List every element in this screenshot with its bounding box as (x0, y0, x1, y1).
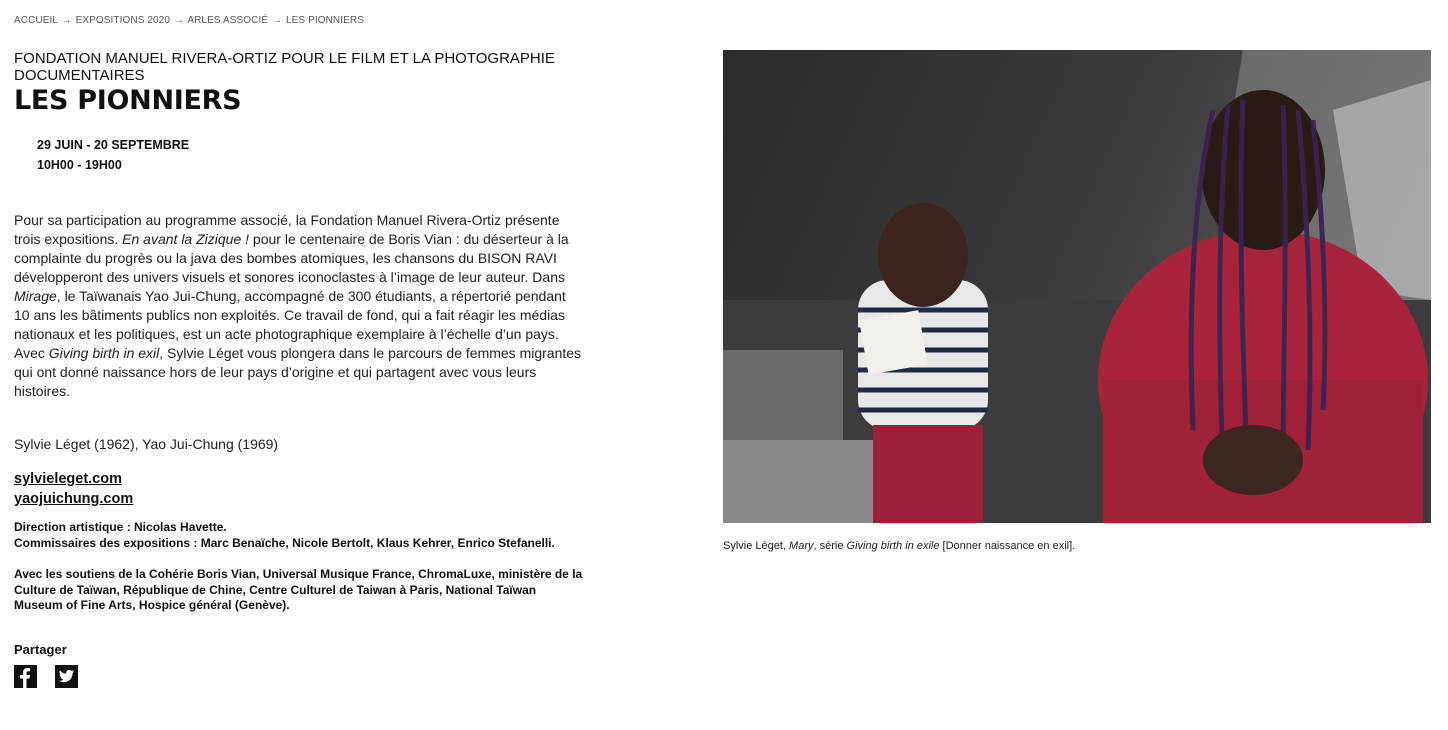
caption-part-1: Sylvie Léget, (723, 540, 790, 552)
intro-part-2: pour le centenaire de Boris Vian : du déserteur à la complainte du progrès ou la java des bombes atomiques, les chansons du BISON RAVI développeront des univers visuels et sonores iconoclastes à l’image de leur auteur. Dans (14, 231, 569, 285)
intro-part-4: , Sylvie Léget vous plongera dans le parcours de femmes migrantes qui ont donné naissance hors de leur pays d’origine et qui partagent avec vous leurs histoires. (14, 345, 582, 399)
sponsors: Avec les soutiens de la Cohérie Boris Vian, Universal Musique France, ChromaLuxe, ministère de la Culture de Taïwan, République de Chine, Centre Culturel de Taiwan à Paris, National Taïwan Museum of Fine Arts, Hospice général (Genève). (14, 567, 583, 612)
twitter-glyph (55, 665, 78, 688)
caption-part-2: , série (813, 540, 847, 552)
exhibition-details (14, 50, 589, 688)
breadcrumb-separator: → (272, 15, 283, 26)
caption-series: Giving birth in exile (846, 540, 940, 552)
caption-title: Mary (789, 540, 814, 552)
intro-title-zizique: En avant la Zizique ! (122, 231, 250, 247)
intro-text (14, 211, 582, 401)
breadcrumb-separator: → (173, 15, 184, 26)
breadcrumb-arles-link[interactable]: ARLES ASSOCIÉ (187, 15, 269, 26)
share-label: Partager (14, 641, 67, 657)
breadcrumb-home-link[interactable]: ACCUEIL (14, 15, 58, 26)
schedule (37, 135, 589, 175)
breadcrumb (14, 15, 364, 26)
breadcrumb-current: LES PIONNIERS (286, 15, 364, 26)
credits (14, 520, 589, 551)
exhibition-dates: 29 JUIN - 20 SEPTEMBRE (37, 138, 190, 152)
facebook-glyph (14, 665, 37, 688)
breadcrumb-expositions-link[interactable]: EXPOSITIONS 2020 (75, 15, 170, 26)
page-title: LES PIONNIERS (14, 85, 242, 116)
photo-mary-portrait (723, 50, 1431, 523)
artists-line: Sylvie Léget (1962), Yao Jui-Chung (1969) (14, 436, 279, 452)
breadcrumb-separator: → (61, 15, 72, 26)
intro-part-3: , le Taïwanais Yao Jui-Chung, accompagné de 300 étudiants, a répertorié pendant 10 ans les bâtiments publics non exploités. Ce travail de fond, qui a fait réagir les médias nationaux et les politiques, est un acte photographique exemplaire à l’échelle d’un pays. Avec (14, 288, 566, 361)
link-yaojuichung[interactable]: yaojuichung.com (14, 491, 134, 507)
organization-name: FONDATION MANUEL RIVERA-ORTIZ POUR LE FILM ET LA PHOTOGRAPHIE DOCUMENTAIRES (14, 50, 555, 84)
curators: Commissaires des expositions : Marc Benaïche, Nicole Bertolt, Klaus Kehrer, Enrico Stefanelli. (14, 535, 555, 550)
caption-part-3: [Donner naissance en exil]. (939, 540, 1076, 552)
share-icons (14, 665, 589, 688)
artistic-direction: Direction artistique : Nicolas Havette. (14, 520, 227, 534)
opening-hours: 10H00 - 19H00 (37, 158, 122, 172)
facebook-icon[interactable] (14, 665, 37, 688)
intro-part-1: Pour sa participation au programme associé, la Fondation Manuel Rivera-Ortiz présente trois expositions. (14, 212, 560, 247)
exhibition-photo (723, 50, 1431, 523)
artist-links (14, 469, 589, 509)
twitter-icon[interactable] (55, 665, 78, 688)
intro-title-mirage: Mirage (14, 288, 57, 304)
intro-title-giving-birth: Giving birth in exil (48, 345, 160, 361)
link-sylvieleget[interactable]: sylvieleget.com (14, 471, 122, 487)
photo-caption (723, 540, 1075, 552)
